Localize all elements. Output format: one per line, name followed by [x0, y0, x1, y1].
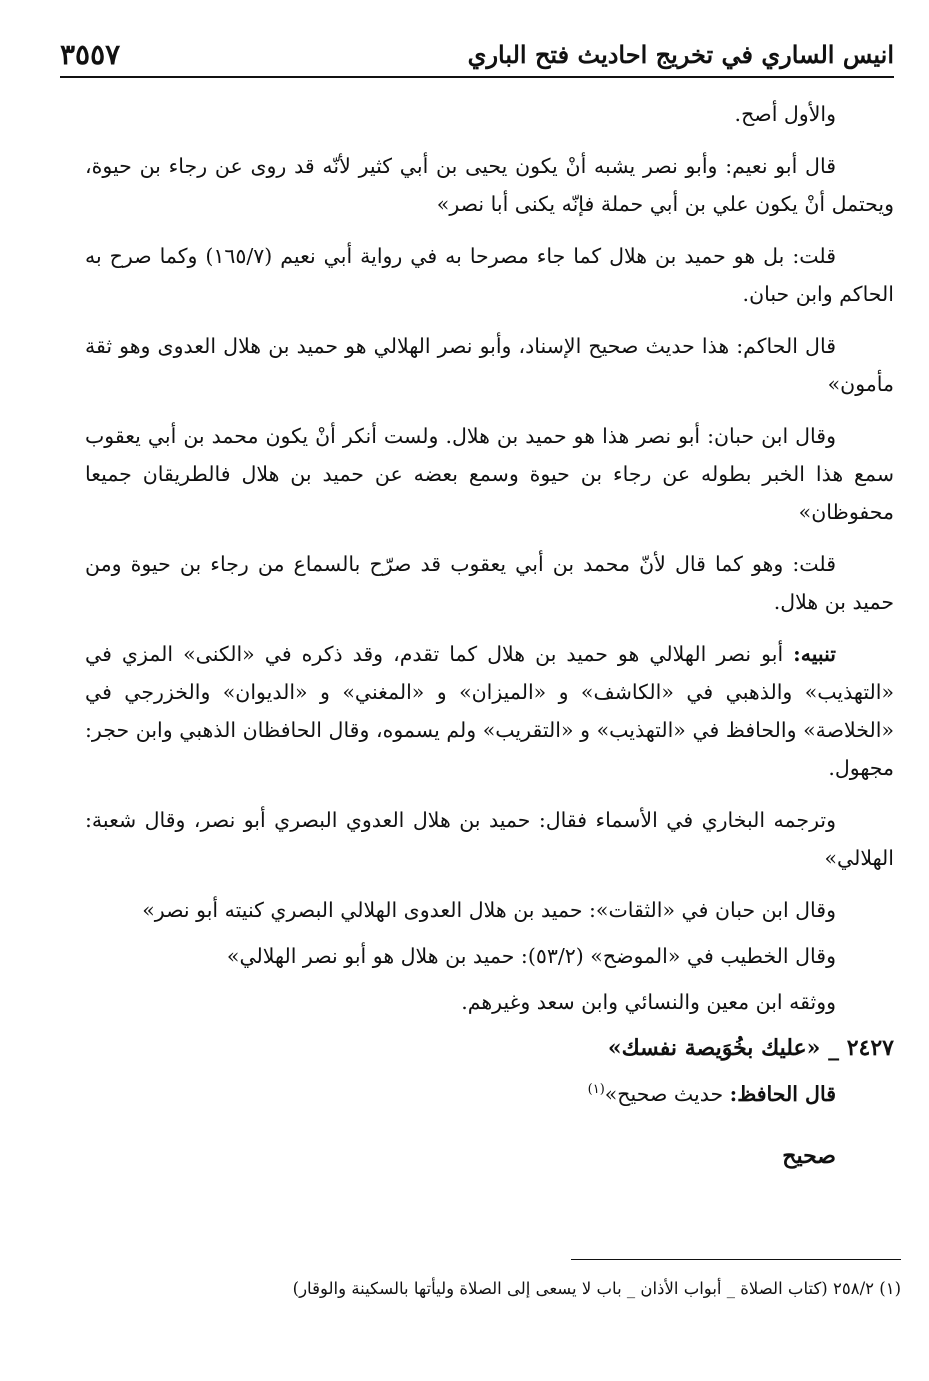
paragraph: وقال الخطيب في «الموضح» (٥٣/٢): حميد بن هلال هو أبو نصر الهلالي»	[226, 944, 836, 968]
hadith-heading	[85, 1029, 894, 1067]
paragraph: قلت: بل هو حميد بن هلال كما جاء مصرحا به في رواية أبي نعيم (١٦٥/٧) وكما صرح به الحاكم وابن حبان.	[85, 244, 894, 306]
footnote-reference: (١)	[587, 1082, 605, 1098]
hadith-number: ٢٤٢٧	[846, 1035, 894, 1061]
hafiz-text: حديث صحيح»	[604, 1082, 730, 1106]
note-paragraph	[85, 635, 894, 787]
paragraph: قلت: وهو كما قال لأنّ محمد بن أبي يعقوب قد صرّح بالسماع من رجاء بن حيوة ومن حميد بن هلال.	[85, 552, 894, 614]
footnote-rule	[571, 1259, 901, 1260]
hafiz-statement	[85, 1075, 894, 1113]
hadith-text: «عليك بخُوَيصة نفسك»	[607, 1035, 821, 1061]
paragraph: والأول أصح.	[734, 102, 836, 126]
hadith-separator: _	[820, 1035, 847, 1061]
verdict: صحيح	[782, 1143, 836, 1169]
running-title: انيس الساري في تخريج احاديث فتح الباري	[467, 39, 894, 69]
footnote-marker: (١)	[879, 1279, 901, 1298]
note-text: أبو نصر الهلالي هو حميد بن هلال كما تقدم، وقد ذكره في «الكنى» المزي في «التهذيب» والذهبي في «الكاشف» و «الميزان» و «المغني» و «الديوان» والخزرجي في «الخلاصة» والحافظ في «التهذيب» و «التقريب» ولم يسموه، وقال الحافظان الذهبي وابن حجر: مجهول.	[85, 642, 894, 780]
page-number: ٣٥٥٧	[60, 37, 121, 71]
paragraph: ووثقه ابن معين والنسائي وابن سعد وغيرهم.	[461, 990, 836, 1014]
paragraph: وترجمه البخاري في الأسماء فقال: حميد بن هلال العدوي البصري أبو نصر، وقال شعبة: الهلالي»	[85, 808, 894, 870]
hafiz-label: قال الحافظ:	[729, 1082, 836, 1106]
paragraph: قال الحاكم: هذا حديث صحيح الإسناد، وأبو نصر الهلالي هو حميد بن هلال العدوى وهو ثقة مأمون»	[85, 334, 894, 396]
paragraph: وقال ابن حبان: أبو نصر هذا هو حميد بن هلال. ولست أنكر أنْ يكون محمد بن أبي يعقوب سمع هذا الخبر بطوله عن رجاء بن حيوة وسمع بعضه عن حميد بن هلال فالطريقان جميعا محفوظان»	[85, 424, 894, 524]
paragraph: قال أبو نعيم: وأبو نصر يشبه أنْ يكون يحيى بن أبي كثير لأنّه قد روى عن رجاء بن حيوة، ويحتمل أنْ يكون علي بن أبي حملة فإنّه يكنى أبا نصر»	[85, 154, 894, 216]
footnote	[150, 1276, 901, 1302]
paragraph: وقال ابن حبان في «الثقات»: حميد بن هلال العدوى الهلالي البصري كنيته أبو نصر»	[142, 898, 836, 922]
running-header	[60, 32, 894, 78]
footnote-text: ٢٥٨/٢ (كتاب الصلاة _ أبواب الأذان _ باب لا يسعى إلى الصلاة وليأتها بالسكينة والوقار)	[292, 1279, 880, 1298]
main-text	[85, 95, 894, 1175]
note-label: تنبيه:	[793, 642, 836, 666]
